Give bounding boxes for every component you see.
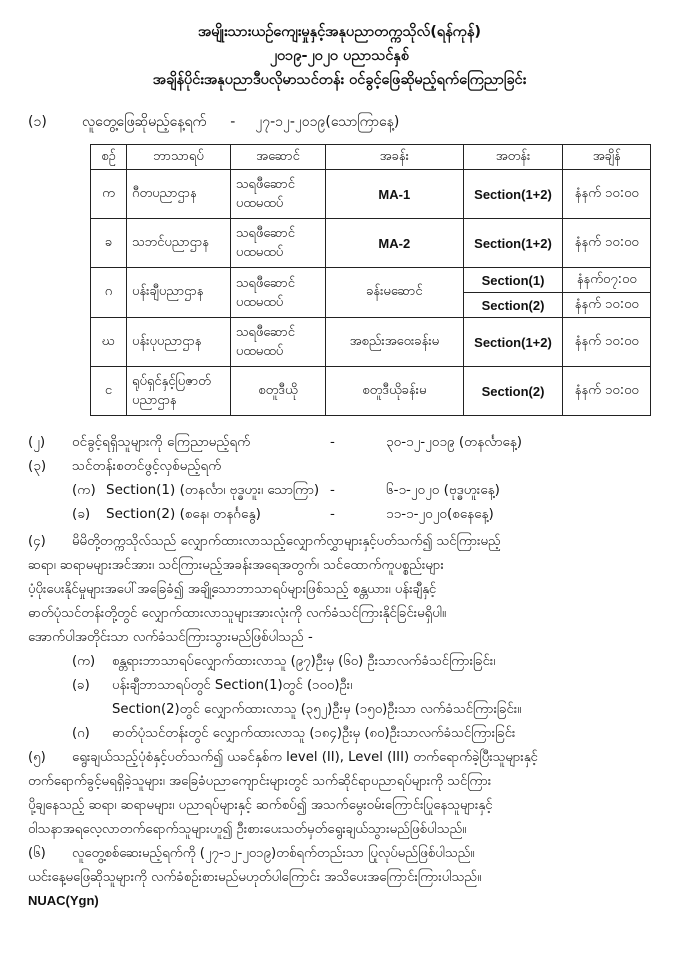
cell-time: နံနက် ၁၀:၀၀ — [563, 367, 651, 416]
cell-building — [230, 318, 325, 367]
table-header-row — [91, 145, 651, 170]
cell-subject: သဘင်ပညာဌာန — [127, 219, 231, 268]
sub-item — [28, 478, 651, 502]
list-item — [28, 650, 651, 674]
cell-room: MA-1 — [326, 170, 463, 219]
document-header — [28, 20, 651, 92]
cell-building — [230, 170, 325, 219]
item-5-paragraph — [28, 746, 651, 770]
sub-item-label: Section(1) (တနင်္လာ၊ ဗုဒ္ဓဟူး၊ သောကြာ) — [106, 482, 320, 498]
header-title: အချိန်ပိုင်းအနုပညာဒီပလိုမာသင်တန်း ဝင်ခွင့်ဖြေဆိုမည့်ရက်ကြေညာခြင်း — [152, 72, 527, 88]
cell-subject: ပန်းချီပညာဌာန — [127, 268, 231, 318]
list-item-continuation — [28, 698, 651, 722]
sub-item-value: ၆-၁-၂၀၂၀ (ဗုဒ္ဓဟူးနေ့) — [386, 482, 500, 498]
signature: NUAC(Ygn) — [28, 893, 99, 908]
item-label: လူတွေ့ဖြေဆိုမည့်နေ့ရက် — [82, 113, 207, 130]
list-item-text: Section(2)တွင် လျှောက်ထားလာသူ (၃၅၂)ဦးမှ (၁၅၀)ဦးသာ လက်ခံသင်ကြားခြင်း။ — [112, 702, 522, 717]
interview-schedule-table — [90, 144, 651, 416]
sub-item-dash: - — [330, 506, 335, 522]
paragraph-line: ပို့ချနေသည့် ဆရာ၊ ဆရာမများ၊ ပညာရပ်များနှင့် ဆက်စပ်၍ အသက်မွေးဝမ်းကြောင်းပြုနေသူများနှင့် — [28, 798, 493, 813]
paragraph-text — [72, 530, 651, 554]
item-dash: - — [230, 114, 236, 130]
list-item — [28, 674, 651, 698]
building-name: သရဖီဆောင် — [235, 177, 295, 192]
paragraph-line: ဝါသနာအရလေ့လာတက်ရောက်သူများဟူ၍ ဦးစားပေးသတ်မှတ်ရွေးချယ်သွားမည်ဖြစ်ပါသည်။ — [28, 822, 467, 837]
col-header-building: အဆောင် — [230, 145, 325, 170]
table-row — [91, 367, 651, 416]
header-university: အမျိုးသားယဉ်ကျေးမှုနှင့်အနုပညာတက္ကသိုလ်(ရန်ကုန်) — [197, 24, 482, 40]
cell-time: နံနက် ၁၀:၀၀ — [563, 170, 651, 219]
paragraph-line: တက်ရောက်ခွင့်မရရှိခဲ့သူများ၊ အခြေခံပညာကျောင်းများတွင် သက်ဆိုင်ရာပညာရပ်များကို သင်ကြား — [28, 774, 492, 789]
paragraph-line: ရွေးချယ်သည့်ပုံစံနှင့်ပတ်သက်၍ ယခင်နှစ်က level (II), Level (III) တက်ရောက်ခဲ့ပြီးသူများနှင့် — [72, 750, 538, 765]
cell-subject: ဂီတပညာဌာန — [127, 170, 231, 219]
col-header-no: စဉ် — [91, 145, 127, 170]
item-value: ၂၇-၁၂-၂၀၁၉(သောကြာနေ့) — [255, 113, 400, 130]
subject-line-2: ပညာဌာန — [132, 393, 177, 408]
cell-no: ဃ — [91, 318, 127, 367]
building-floor: ပထမထပ် — [235, 245, 284, 260]
item-label: ဝင်ခွင့်ရရှိသူများကို ကြေညာမည့်ရက် — [72, 434, 251, 450]
sub-item — [28, 502, 651, 526]
item-number: (၆) — [28, 846, 46, 861]
cell-section: Section(2) — [463, 293, 563, 318]
paragraph-line: ဓာတ်ပုံသင်တန်းတို့တွင် လျှောက်ထားလာသူများအားလုံးကို လက်ခံသင်ကြားနိုင်ခြင်းမရှိပါ။ — [28, 606, 447, 621]
cell-no: ဂ — [91, 268, 127, 318]
building-floor: ပထမထပ် — [235, 344, 284, 359]
list-item-text: စန္တရားဘာသာရပ်လျှောက်ထားလာသူ (၉၇)ဦးမှ (၆၀) ဦးသာလက်ခံသင်ကြားခြင်း၊ — [112, 654, 496, 669]
sub-item-dash: - — [330, 482, 335, 498]
cell-building — [230, 268, 325, 318]
item-1-interview-date — [28, 110, 651, 134]
building-name: သရဖီဆောင် — [235, 226, 295, 241]
col-header-subject: ဘာသာရပ် — [127, 145, 231, 170]
cell-time: နံနက် ၁၀:၀၀ — [563, 318, 651, 367]
cell-building — [230, 219, 325, 268]
paragraph-line: ဆရာ၊ ဆရာမများအင်အား၊ သင်ကြားမည့်အခန်းအရေအတွက်၊ သင်ထောက်ကူပစ္စည်းများ — [28, 558, 444, 573]
items-2-3 — [28, 430, 651, 526]
cell-section: Section(1+2) — [463, 219, 563, 268]
list-item — [28, 722, 651, 746]
col-header-section: အတန်း — [463, 145, 563, 170]
cell-no: င — [91, 367, 127, 416]
item-number: (၄) — [28, 534, 46, 549]
paragraph-text — [72, 746, 651, 770]
cell-no: ခ — [91, 219, 127, 268]
cell-building: စတူဒီယို — [230, 367, 325, 416]
paragraph-line: လူတွေ့စစ်ဆေးမည့်ရက်ကို (၂၇-၁၂-၂၀၁၉)တစ်ရက်တည်းသာ ပြုလုပ်မည်ဖြစ်ပါသည်။ — [72, 846, 475, 861]
list-item-number: (ခ) — [72, 678, 90, 693]
col-header-time: အချိန် — [563, 145, 651, 170]
item-6-paragraph — [28, 842, 651, 866]
building-name: သရဖီဆောင် — [235, 275, 295, 291]
cell-room: ခန်းမဆောင် — [326, 268, 463, 318]
item-3-class-start — [28, 454, 651, 478]
item-number: (၅) — [28, 750, 46, 765]
table-row — [91, 170, 651, 219]
item-dash: - — [330, 434, 335, 450]
sub-item-value: ၁၁-၁-၂၀၂၀(စနေနေ့) — [386, 506, 494, 522]
building-name: သရဖီဆောင် — [235, 325, 295, 340]
cell-section: Section(1+2) — [463, 170, 563, 219]
cell-section: Section(1) — [463, 268, 563, 293]
item-2-announce-date — [28, 430, 651, 454]
list-item-number: (ဂ) — [72, 726, 90, 741]
table-row — [91, 318, 651, 367]
list-item-number: (က) — [72, 654, 96, 669]
cell-section: Section(2) — [463, 367, 563, 416]
cell-subject — [127, 367, 231, 416]
table-row — [91, 268, 651, 293]
cell-room: စတူဒီယိုခန်းမ — [326, 367, 463, 416]
paragraph-text — [72, 842, 651, 866]
table-row — [91, 219, 651, 268]
paragraph-line: ယင်းနေ့မဖြေဆိုသူများကို လက်ခံစဉ်းစားမည်မဟုတ်ပါကြောင်း အသိပေးအကြောင်းကြားပါသည်။ — [28, 870, 482, 885]
list-item-text: ပန်းချီဘာသာရပ်တွင် Section(1)တွင် (၁၀၀)ဦး၊ — [112, 678, 353, 693]
item-value: ၃၀-၁၂-၂၀၁၉ (တနင်္လာနေ့) — [386, 434, 523, 450]
cell-subject: ပန်းပုပညာဌာန — [127, 318, 231, 367]
paragraph-line: မိမိတို့တက္ကသိုလ်သည် လျှောက်ထားလာသည့်လျှောက်လွှာများနှင့်ပတ်သက်၍ သင်ကြားမည့် — [72, 534, 501, 549]
item-label: သင်တန်းစတင်ဖွင့်လှစ်မည့်ရက် — [72, 458, 222, 474]
sub-item-label: Section(2) (စနေ၊ တနင်္ဂနွေ) — [106, 506, 261, 522]
cell-room: အစည်းအဝေးခန်းမ — [326, 318, 463, 367]
item-number: (၁) — [28, 113, 47, 130]
header-academic-year: ၂၀၁၉-၂၀၂၀ ပညာသင်နှစ် — [269, 48, 410, 64]
sub-item-number: (ခ) — [72, 506, 91, 522]
list-item-text: ဓာတ်ပုံသင်တန်းတွင် လျှောက်ထားလာသူ (၁၈၄)ဦးမှ (၈၀)ဦးသာလက်ခံသင်ကြားခြင်း — [112, 726, 516, 741]
building-floor: ပထမထပ် — [235, 294, 284, 310]
cell-room: MA-2 — [326, 219, 463, 268]
item-number: (၃) — [28, 458, 47, 474]
col-header-room: အခန်း — [326, 145, 463, 170]
cell-time: နံနက် ၁၀:၀၀ — [563, 219, 651, 268]
paragraph-line: အောက်ပါအတိုင်းသာ လက်ခံသင်ကြားသွားမည်ဖြစ်ပါသည် - — [28, 630, 313, 645]
cell-section: Section(1+2) — [463, 318, 563, 367]
item-4-paragraph — [28, 530, 651, 554]
cell-no: က — [91, 170, 127, 219]
paragraph-line: ပံ့ပိုးပေးနိုင်မှုများအပေါ်အခြေခံ၍ အချို့သောဘာသာရပ်များဖြစ်သည့် စန္တယား၊ ပန်းချီနှင့် — [28, 582, 437, 597]
cell-time: နံနက် ၁၀:၀၀ — [563, 293, 651, 318]
cell-time: နံနက်၀၇:၀၀ — [563, 268, 651, 293]
building-floor: ပထမထပ် — [235, 196, 284, 211]
item-number: (၂) — [28, 434, 46, 450]
subject-line-1: ရုပ်ရှင်နှင့်ပြဇာတ် — [132, 374, 211, 389]
sub-item-number: (က) — [72, 482, 96, 498]
